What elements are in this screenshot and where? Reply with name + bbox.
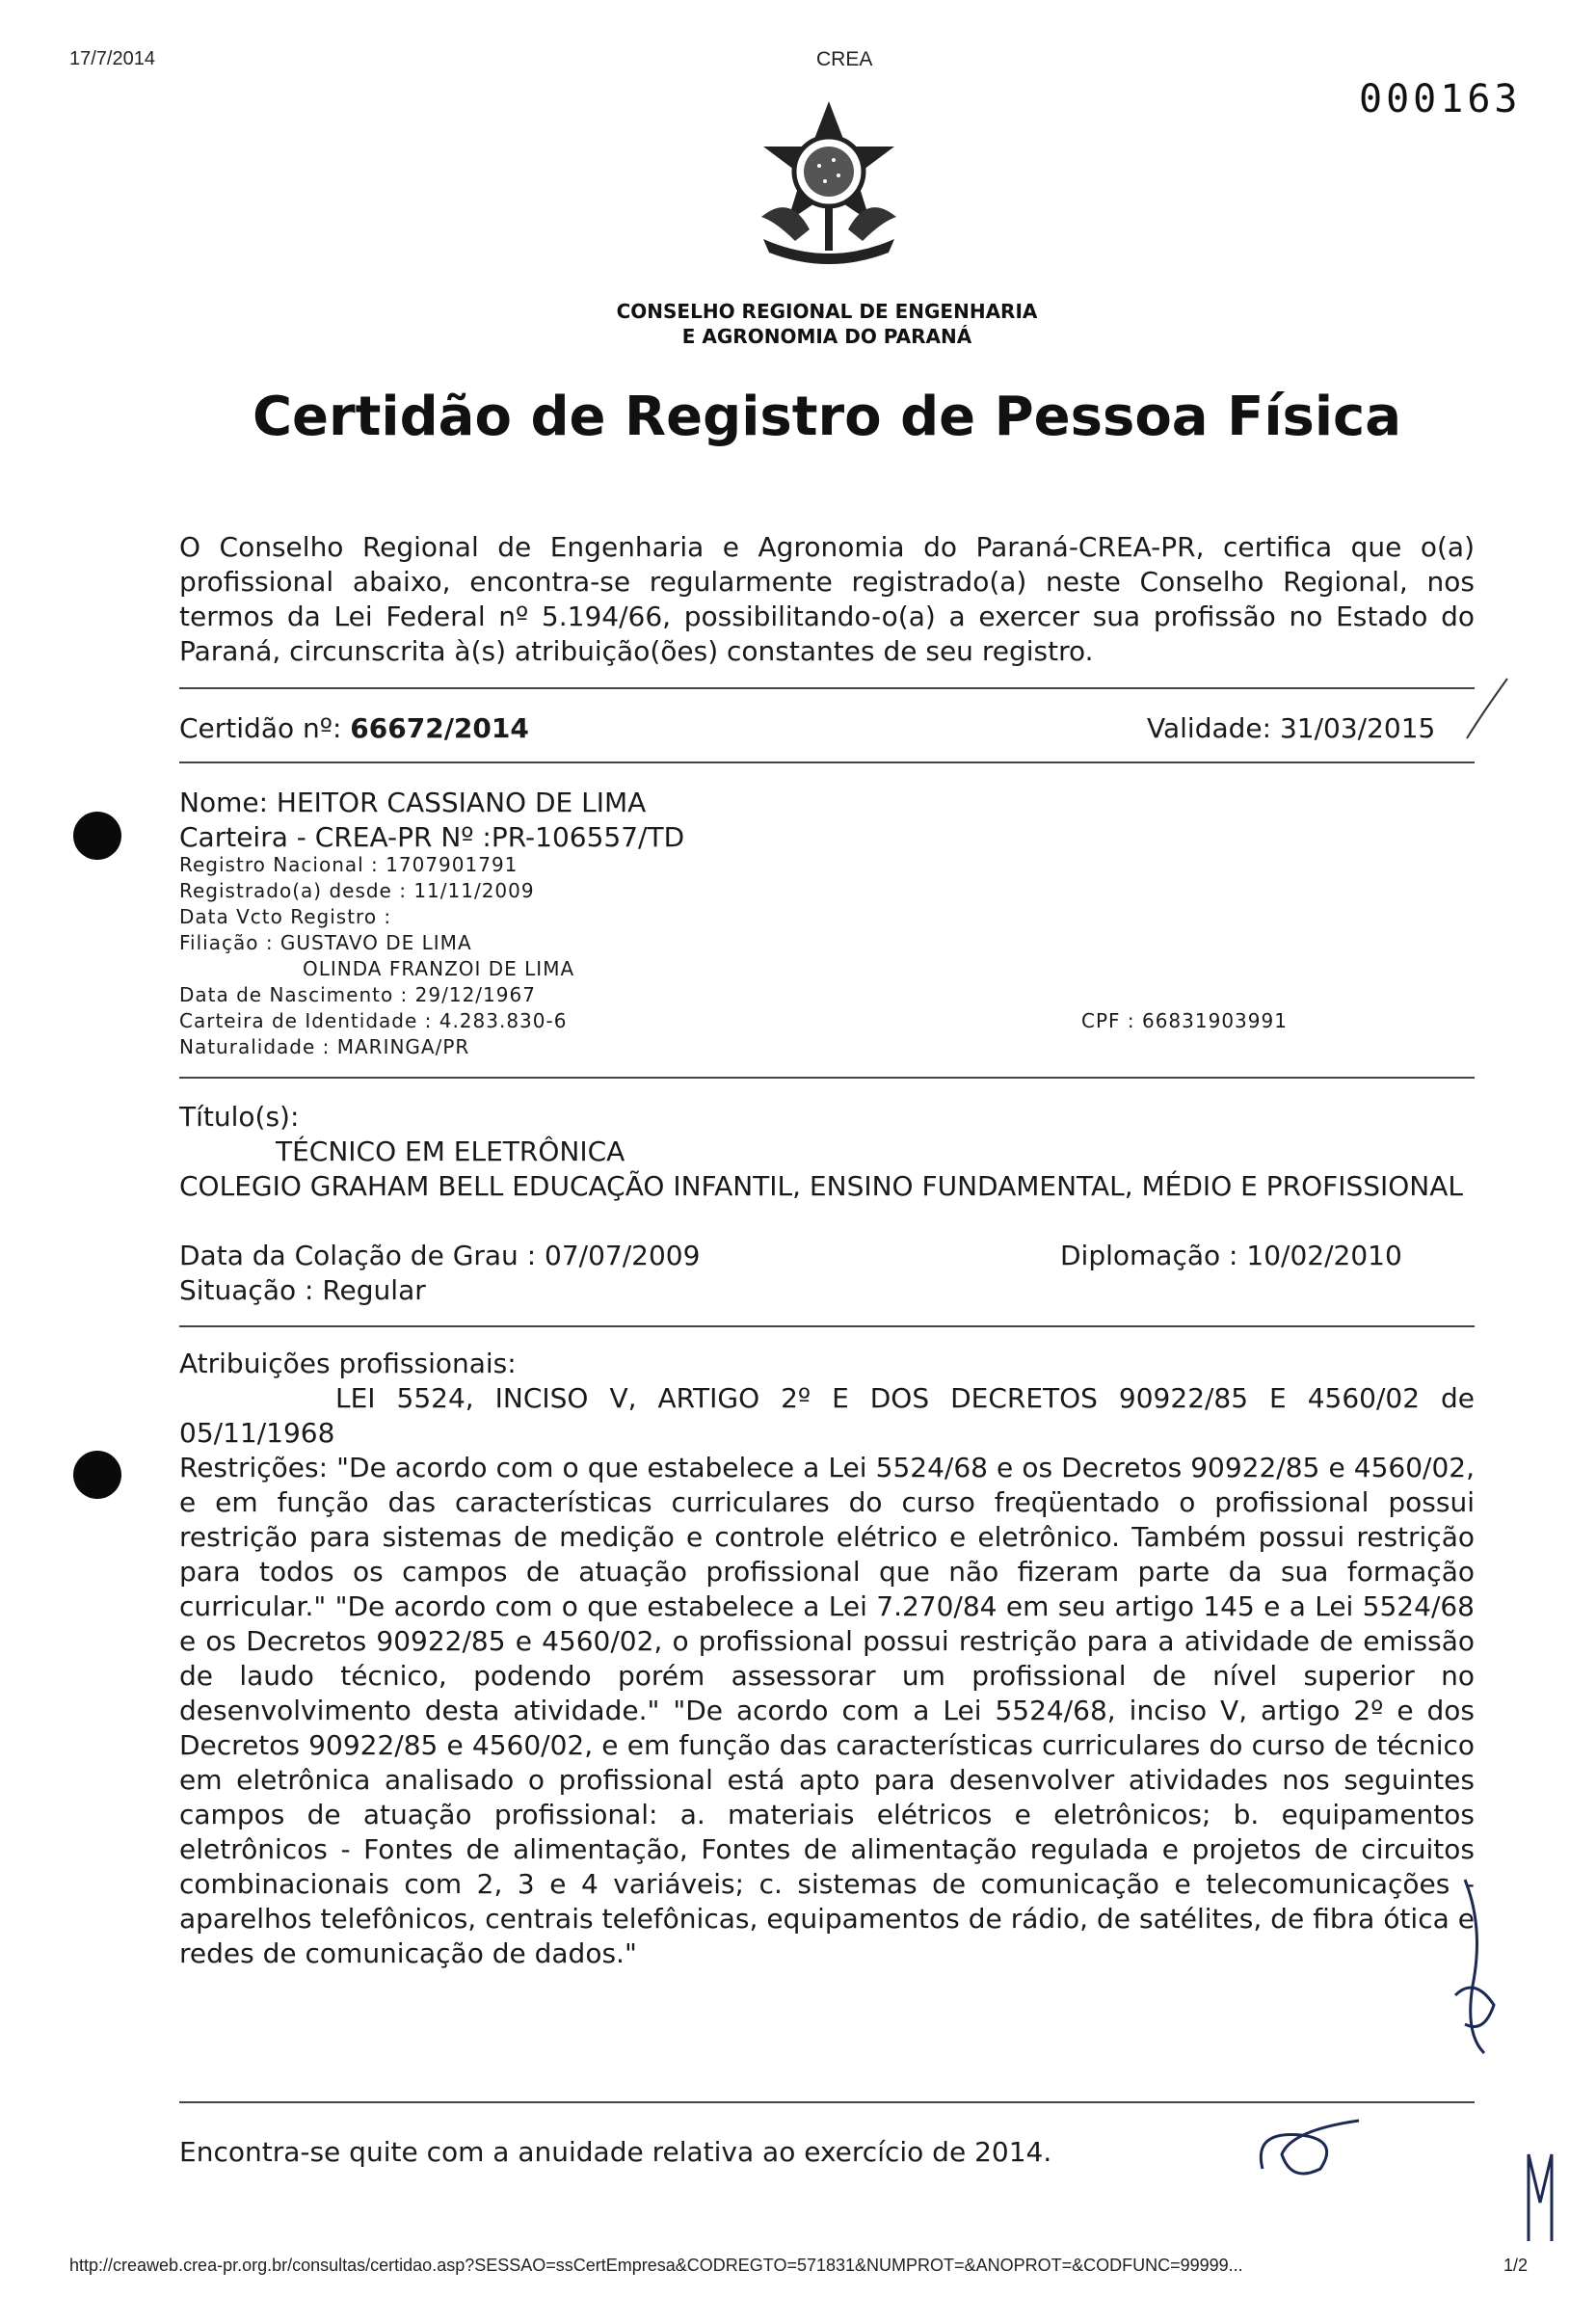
attributions-law: LEI 5524, INCISO V, ARTIGO 2º E DOS DECRETOS 90922/85 E 4560/02 de 05/11/1968 [179,1382,1475,1449]
name-label: Nome: [179,787,269,818]
birth-date-row [179,982,574,1008]
registered-since-value: 11/11/2009 [413,879,535,902]
diploma-row [1060,1239,1402,1273]
course-title: TÉCNICO EM ELETRÔNICA [276,1135,625,1167]
site-label: CREA [816,48,873,70]
national-registry-label: Registro Nacional : [179,853,379,876]
attributions-label: Atribuições profissionais: [179,1348,517,1379]
annuity-statement: Encontra-se quite com a anuidade relativa ao exercício de 2014. [179,2136,1052,2168]
restrictions-text: Restrições: "De acordo com o que estabelece a Lei 5524/68 e os Decretos 90922/85 e 4560/02, e em função das características curriculares do curso freqüentado o profissional possui restrição para sistemas de medição e controle elétrico e eletrônico. Também possui restrição para todos os campos de atuação profissional que não fizeram parte da sua formação curricular." "De acordo com o que estabelece a Lei 7.270/84 em seu artigo 145 e a Lei 5524/68 e os Decretos 90922/85 e 4560/02, o profissional possui restrição para a atividade de emissão de laudo técnico, podendo porém assessorar um profissional de nível superior no desenvolvimento desta atividade." "De acordo com a Lei 5524/68, inciso V, artigo 2º e dos Decretos 90922/85 e 4560/02, e em função das características curriculares do curso de técnico em eletrônica analisado o profissional está apto para desenvolver atividades nos seguintes campos de atuação profissional: a. materiais elétricos e eletrônicos; b. equipamentos eletrônicos - Fontes de alimentação, Fontes de alimentação regulada e projetos de circuitos combinacionais com 2, 3 e 4 variáveis; c. sistemas de comunicação e telecomunicações - aparelhos telefônicos, centrais telefônicas, equipamentos de rádio, de satélites, de fibra ótica e redes de comunicação de dados." [179,1452,1475,1969]
filiation-label: Filiação : [179,931,274,954]
birth-date-value: 29/12/1967 [414,983,536,1006]
divider [179,2101,1475,2103]
diploma-label: Diplomação : [1060,1240,1238,1271]
birthplace-value: MARINGA/PR [336,1035,470,1058]
status-label: Situação : [179,1274,314,1306]
validity-date: 31/03/2015 [1279,712,1436,744]
school-name: COLEGIO GRAHAM BELL EDUCAÇÃO INFANTIL, ENSINO FUNDAMENTAL, MÉDIO E PROFISSIONAL [179,1170,1464,1202]
mother-name: OLINDA FRANZOI DE LIMA [303,957,575,980]
name-value: HEITOR CASSIANO DE LIMA [276,787,647,818]
institution-line-2: E AGRONOMIA DO PARANÁ [681,325,972,348]
validity-row [1147,711,1435,746]
cpf-row [1081,1008,1288,1034]
certificate-number-row [179,711,529,746]
registry-expiry-row [179,904,574,930]
document-number: 000163 [1359,77,1522,121]
divider [179,1077,1475,1079]
national-registry-value: 1707901791 [386,853,519,876]
card-number [179,820,684,855]
diploma-value: 10/02/2010 [1246,1240,1402,1271]
birthplace-label: Naturalidade : [179,1035,331,1058]
graduation-row [179,1239,700,1273]
filiation-row [179,930,574,956]
page-title: Certidão de Registro de Pessoa Física [252,386,1402,448]
institution-line-1: CONSELHO REGIONAL DE ENGENHARIA [616,300,1038,323]
divider [179,687,1475,689]
print-date: 17/7/2014 [69,48,155,69]
filiation-row-2 [179,956,574,982]
check-mark [1463,675,1511,746]
punch-hole [73,1451,121,1499]
signature-icon [1436,1870,1513,2067]
signature-icon [1253,2111,1369,2192]
graduation-value: 07/07/2009 [545,1240,701,1271]
card-label: Carteira - CREA-PR Nº : [179,821,492,853]
card-value: PR-106557/TD [491,821,685,853]
initials-icon [1521,2145,1559,2255]
status-value: Regular [322,1274,426,1306]
footer-url: http://creaweb.crea-pr.org.br/consultas/certidao.asp?SESSAO=ssCertEmpresa&CODREGTO=571831&NUMPROT=&ANOPROT=&CODFUNC=99999... [69,2256,1243,2275]
status-row [179,1273,426,1308]
birth-date-label: Data de Nascimento : [179,983,409,1006]
institution-name [0,299,1596,349]
person-name [179,786,646,820]
divider [179,1325,1475,1327]
registered-since-row [179,878,574,904]
father-name: GUSTAVO DE LIMA [279,931,472,954]
birthplace-row [179,1034,574,1060]
person-details [179,852,574,1060]
certificate-number: 66672/2014 [350,712,529,744]
registry-expiry-label: Data Vcto Registro : [179,905,392,928]
identity-label: Carteira de Identidade : [179,1009,433,1032]
graduation-label: Data da Colação de Grau : [179,1240,537,1271]
identity-value: 4.283.830-6 [439,1009,568,1032]
punch-hole [73,812,121,860]
coat-of-arms-icon [742,96,916,270]
cpf-label: CPF : [1081,1009,1135,1032]
national-registry-row [179,852,574,878]
titles-label: Título(s): [179,1101,300,1133]
identity-row [179,1008,574,1034]
cpf-value: 66831903991 [1141,1009,1288,1032]
divider [179,761,1475,763]
validity-label: Validade: [1147,712,1272,744]
certificate-number-label: Certidão nº: [179,712,342,744]
page-number: 1/2 [1503,2256,1529,2275]
intro-paragraph: O Conselho Regional de Engenharia e Agronomia do Paraná-CREA-PR, certifica que o(a) profissional abaixo, encontra-se regularmente registrado(a) neste Conselho Regional, nos termos da Lei Federal nº 5.194/66, possibilitando-o(a) a exercer sua profissão no Estado do Paraná, circunscrita à(s) atribuição(ões) constantes de seu registro. [179,531,1475,667]
registered-since-label: Registrado(a) desde : [179,879,407,902]
